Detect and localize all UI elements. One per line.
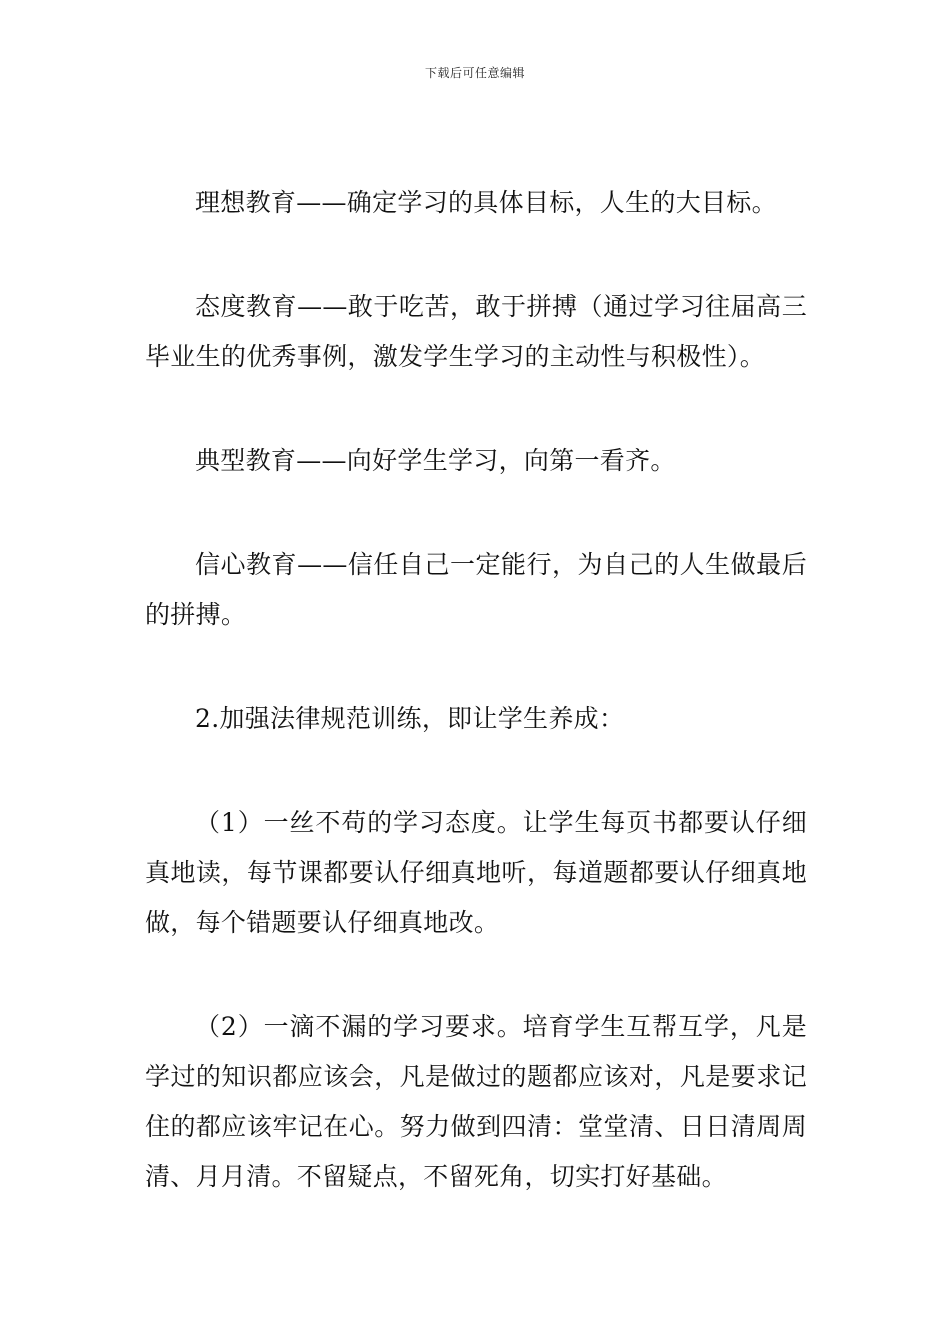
document-body [145,178,807,1256]
list-item-2: （2）一滴不漏的学习要求。培育学生互帮互学，凡是学过的知识都应该会，凡是做过的题都应该对，凡是要求记住的都应该牢记在心。努力做到四清：堂堂清、日日清周周清、月月清。不留疑点，不留死角，切实打好基础。 [145,1012,807,1191]
list-item-1: （1）一丝不苟的学习态度。让学生每页书都要认仔细真地读，每节课都要认仔细真地听，每道题都要认仔细真地做，每个错题要认仔细真地改。 [145,808,807,937]
paragraph-confidence-education: 信心教育——信任自己一定能行，为自己的人生做最后的拼搏。 [145,550,807,629]
paragraph-attitude-education: 态度教育——敢于吃苦，敢于拼搏（通过学习往届高三毕业生的优秀事例，激发学生学习的主动性与积极性）。 [145,292,807,371]
paragraph-ideal-education: 理想教育——确定学习的具体目标，人生的大目标。 [195,188,777,217]
section-heading-norms-training: 2.加强法律规范训练，即让学生养成： [195,704,625,733]
page-header-note: 下载后可任意编辑 [424,66,525,80]
paragraph-model-education: 典型教育——向好学生学习，向第一看齐。 [195,446,676,475]
